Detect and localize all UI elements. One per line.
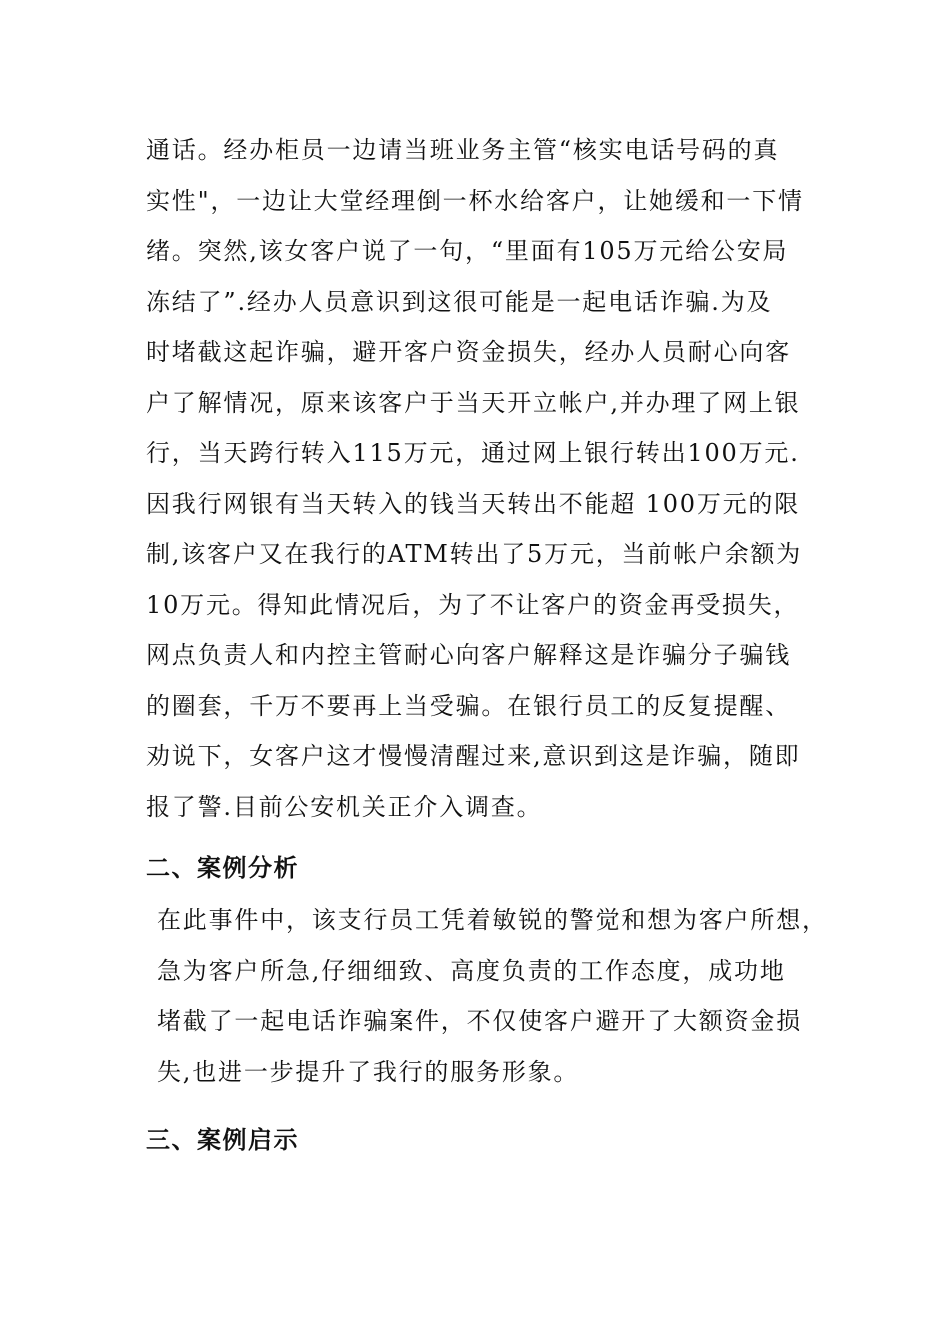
paragraph-line: 网点负责人和内控主管耐心向客户解释这是诈骗分子骗钱: [146, 641, 791, 669]
case-analysis-paragraph: [157, 895, 837, 1097]
paragraph-line: 实性"，一边让大堂经理倒一杯水给客户，让她缓和一下情: [146, 186, 804, 215]
section-heading-case-insight: 三、案例启示: [146, 1126, 299, 1154]
paragraph-line: 在此事件中，该支行员工凭着敏锐的警觉和想为客户所想，: [157, 906, 828, 934]
paragraph-line: 时堵截这起诈骗，避开客户资金损失，经办人员耐心向客: [146, 338, 791, 366]
paragraph-line: 绪。突然,该女客户说了一句，“里面有105万元给公安局: [146, 237, 789, 265]
paragraph-line: 的圈套，千万不要再上当受骗。在银行员工的反复提醒、: [146, 691, 791, 720]
case-narrative-paragraph: [146, 125, 826, 832]
paragraph-line: 报了警.目前公安机关正介入调查。: [146, 792, 543, 821]
paragraph-line: 急为客户所急,仔细细致、高度负责的工作态度，成功地: [157, 956, 786, 985]
paragraph-line: 因我行网银有当天转入的钱当天转出不能超 100万元的限: [146, 489, 801, 518]
paragraph-line: 劝说下，女客户这才慢慢清醒过来,意识到这是诈骗，随即: [146, 742, 801, 770]
paragraph-line: 制,该客户又在我行的ATM转出了5万元，当前帐户余额为: [146, 540, 803, 568]
paragraph-line: 通话。经办柜员一边请当班业务主管“核实电话号码的真: [146, 136, 780, 164]
paragraph-line: 10万元。得知此情况后，为了不让客户的资金再受损失，: [146, 590, 800, 619]
paragraph-line: 行，当天跨行转入115万元，通过网上银行转出100万元.: [146, 439, 800, 467]
paragraph-line: 冻结了”.经办人员意识到这很可能是一起电话诈骗.为及: [146, 287, 773, 316]
section-heading-case-analysis: 二、案例分析: [146, 854, 299, 882]
paragraph-line: 失,也进一步提升了我行的服务形象。: [157, 1057, 580, 1086]
paragraph-line: 堵截了一起电话诈骗案件，不仅使客户避开了大额资金损: [157, 1007, 802, 1035]
paragraph-line: 户了解情况，原来该客户于当天开立帐户,并办理了网上银: [146, 388, 801, 417]
